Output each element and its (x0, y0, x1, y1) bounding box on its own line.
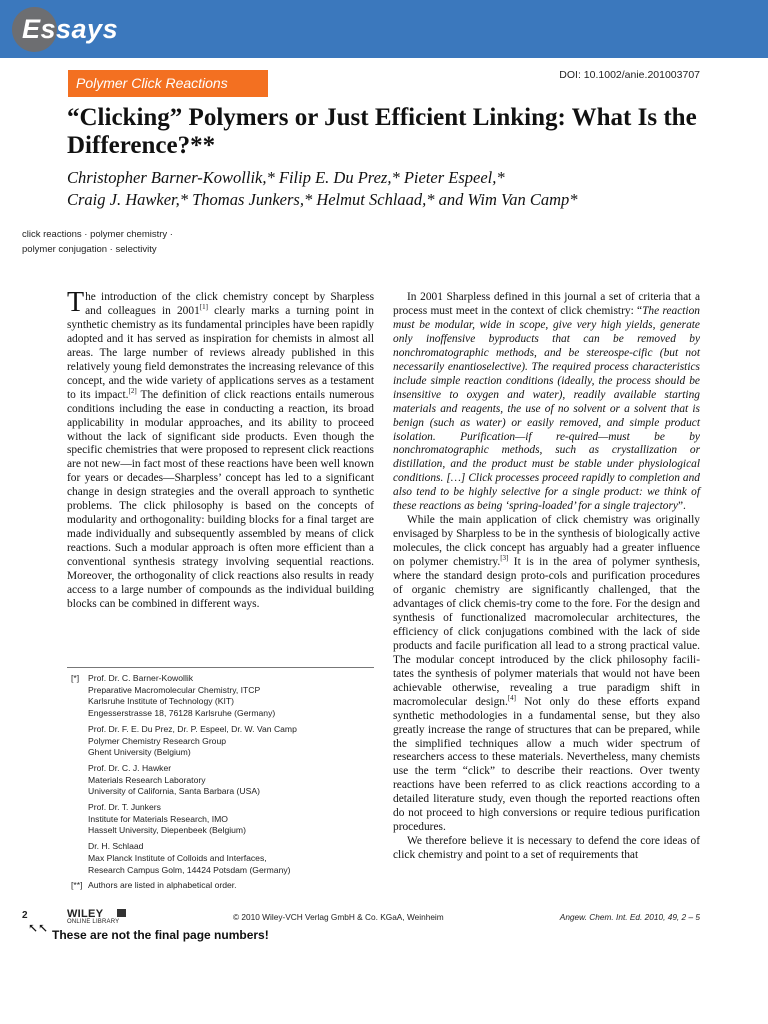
affiliation-line: Polymer Chemistry Research Group (88, 735, 227, 746)
text-run: he introduction of the click chemistry concept by Sharpless and colleagues in 2001 (85, 291, 374, 317)
affiliation-line: Ghent University (Belgium) (88, 747, 191, 758)
journal-citation: Angew. Chem. Int. Ed. 2010, 49, 2 – 5 (559, 912, 700, 922)
wiley-wordmark: WILEY (67, 908, 104, 920)
paragraph (67, 287, 374, 612)
reference-link[interactable]: [4] (507, 693, 516, 702)
keywords (22, 227, 222, 257)
affiliations (67, 673, 374, 896)
body-column-right (393, 291, 700, 863)
affiliation-line: Dr. H. Schlaad (88, 841, 144, 852)
author-list (67, 167, 707, 211)
affiliation-line: Research Campus Golm, 14424 Potsdam (Germany) (88, 864, 291, 875)
copyright: © 2010 Wiley-VCH Verlag GmbH & Co. KGaA, Weinheim (233, 912, 444, 922)
paragraph (393, 291, 700, 514)
affiliation-block (67, 841, 374, 876)
arrow-icon: ↖↖ (28, 921, 49, 935)
affiliation-line: Engesserstrasse 18, 76128 Karlsruhe (Germany) (88, 708, 276, 719)
affiliation-line: Prof. Dr. F. E. Du Prez, Dr. P. Espeel, Dr. W. Van Camp (88, 723, 297, 734)
text-run: Not only do these efforts expand synthetic methodologies in a fundamental sense, but they also greatly increase the range of structures that can be prepared, while the simplified techniques allow a much wider spectrum of researchers access to these materials. Nevertheless, many chemists use the term “click” to describe their reactions. Over twenty reactions have been referred to as click reactions according to a detailed literature study, even though the reported reactions often do not proceed to high conversions or require tedious purification procedures. (393, 695, 700, 834)
section-title: Essays (22, 14, 119, 44)
text-run: We therefore believe it is necessary to defend the core ideas of click chemistry and point to a set of requirements that (393, 835, 700, 862)
online-library-label: ONLINE LIBRARY (67, 919, 120, 925)
affiliation-block (67, 724, 374, 759)
footnote-marker: [*] (71, 673, 80, 683)
author-line: Craig J. Hawker,* Thomas Junkers,* Helmut Schlaad,* and Wim Van Camp* (67, 190, 578, 209)
affiliation-line: Karlsruhe Institute of Technology (KIT) (88, 696, 235, 707)
footnote-marker: [**] (71, 880, 83, 891)
footnote-divider (67, 667, 374, 668)
text-run: It is in the area of polymer synthesis, where the standard design proto-cols and purification procedures of organic chemistry are significantly challenged, that the advantages of click chemis-try come to the fore. For the design and synthesis of functionalized macromolecular architectures, the efficiency of click conjugations combined with the lack of side products and facile purification all lead to a strong practical value. The modular concept introduced by the click philosophy facili-tates the synthesis of polymer materials that would not have been achievable otherwise, revealing a true paradigm shift in macromolecular design. (393, 556, 701, 708)
page-footer (0, 908, 768, 928)
article-title: “Clicking” Polymers or Just Efficient Linking: What Is the Difference?** (67, 104, 697, 159)
affiliation-line: Institute for Materials Research, IMO (88, 813, 228, 824)
affiliation-line: Prof. Dr. T. Junkers (88, 802, 161, 813)
wiley-logo[interactable] (67, 908, 137, 928)
body-column-left (67, 287, 374, 612)
affiliation-line: Prof. Dr. C. Barner-Kowollik (88, 673, 194, 683)
paragraph (393, 835, 700, 863)
keywords-line: click reactions · polymer chemistry · (22, 229, 173, 240)
keywords-line: polymer conjugation · selectivity (22, 244, 157, 255)
affiliation-line: University of California, Santa Barbara (USA) (88, 786, 260, 797)
affiliation-block (67, 763, 374, 798)
text-run: While the main application of click chemistry was originally envisaged by Sharpless to be in the synthesis of biologically active molecules, the click concept has arguably had a greater influence on polymer chemistry. (393, 514, 700, 569)
page-number: 2 (22, 910, 28, 921)
proof-warning: These are not the final page numbers! (52, 928, 269, 942)
affiliation-block (67, 880, 374, 892)
doi[interactable]: DOI: 10.1002/anie.201003707 (559, 69, 700, 81)
paragraph (393, 514, 700, 835)
affiliation-line: Materials Research Laboratory (88, 774, 206, 785)
reference-link[interactable]: [3] (500, 554, 509, 563)
header-bar (0, 0, 768, 58)
affiliation-block (67, 673, 374, 720)
reference-link[interactable]: [1] (199, 303, 208, 312)
text-run: The definition of click reactions entails numerous conditions including the ease in conducting a reaction, its broad applicability in modular approaches, and its ability to proceed without the lack of significant side products. Even though the specific chemistries that were proposed to represent click reactions are not new—in fact most of these reactions have been well known for years or decades—Sharpless’ concept has led to a significant change in design strategies and the overall approach to synthetic problems. The click philosophy is based on the concepts of modularity and orthogonality: building blocks for a final target are made individually and subsequently assembled by means of click reactions. Such a modular approach is often more efficient than a conventional synthesis strategy involving sequential reactions. Moreover, the orthogonality of click reactions also results in ready access to a large number of compounds as the individual building blocks can be combined in different ways. (67, 388, 374, 610)
affiliation-line: Preparative Macromolecular Chemistry, ITCP (88, 684, 261, 695)
affiliation-line: Prof. Dr. C. J. Hawker (88, 762, 172, 773)
quote: The reaction must be modular, wide in scope, give very high yields, generate only inoffensive byproducts that can be removed by nonchromatographic methods, and be stereospe-cific (but not necessarily enantioselective). The required process characteristics include simple reaction conditions (ideally, the process should be insensitive to oxygen and water), readily available starting materials and reagents, the use of no solvent or a solvent that is benign (such as water) or easily removed, and simple product isolation. Purification—if re-quired—must be by nonchromatographic methods, such as crystallization or distillation, and the product must be stable under physiological conditions. […] Click processes proceed rapidly to completion and also tend to be highly selective for a single product: we think of these reactions as being ‘spring-loaded’ for a single trajectory (393, 304, 700, 513)
author-line: Christopher Barner-Kowollik,* Filip E. Du Prez,* Pieter Espeel,* (67, 168, 505, 187)
text-run: clearly marks a turning point in synthetic chemistry as its fundamental principles have been rapidly adopted and it has served as inspiration for chemists in almost all areas. The large number of reviews already published in this relatively young field demonstrates the increasing relevance of this concept, and the wide variety of applications serves as a testament to its impact. (67, 304, 374, 401)
text-run: In 2001 Sharpless defined in this journal a set of criteria that a process must meet in the context of click chemistry: “ (393, 291, 700, 317)
reference-link[interactable]: [2] (128, 386, 137, 395)
affiliation-line: Max Planck Institute of Colloids and Interfaces, (88, 852, 267, 863)
affiliation-block (67, 802, 374, 837)
category-label: Polymer Click Reactions (68, 70, 268, 97)
book-icon (117, 909, 126, 917)
text-run: ”. (677, 500, 686, 513)
affiliation-line: Authors are listed in alphabetical order. (88, 880, 237, 891)
drop-cap: T (67, 287, 85, 318)
affiliation-line: Hasselt University, Diepenbeek (Belgium) (88, 825, 246, 836)
